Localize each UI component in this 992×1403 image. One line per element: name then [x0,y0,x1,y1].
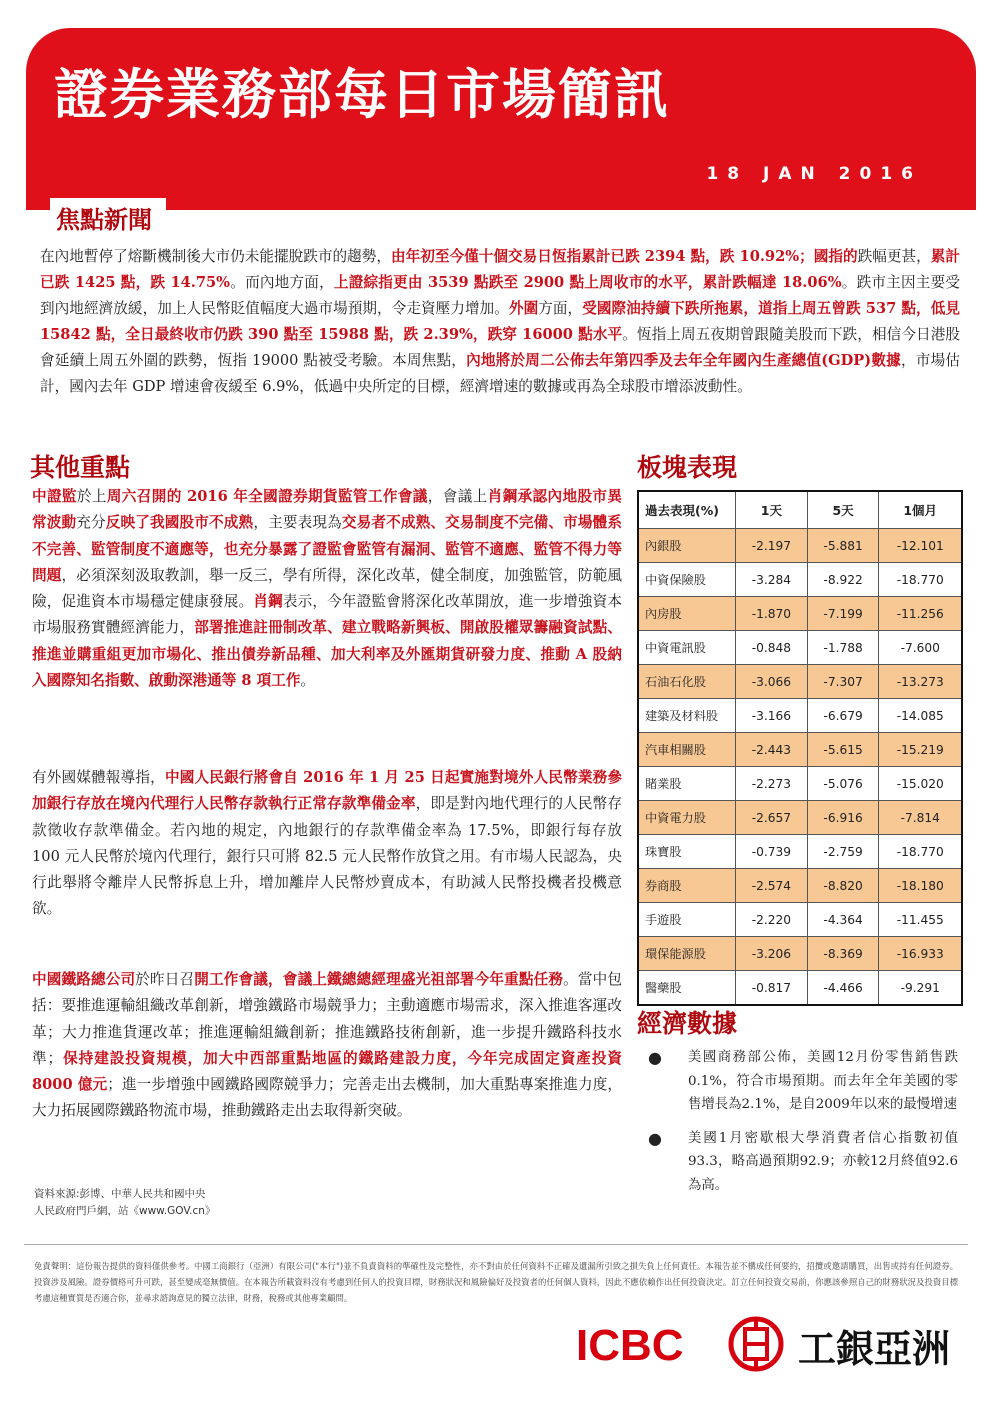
performance-cell: -4.466 [807,971,879,1006]
body-text: 方面， [538,300,583,317]
body-text: 。跌市主因主要受到內地經濟放緩，加上人民幣貶值幅度大過市場預期，令走資壓力增加。 [40,274,960,317]
highlight-paragraph-text [32,967,622,1125]
highlighted-text: 上證綜指更由 3539 點跌至 2900 點上周收市的水平，累計跌幅達 18.06% [333,274,842,291]
sector-name-cell: 手遊股 [638,903,736,937]
highlighted-text: 累計已跌 1425 點，跌 14.75% [40,248,960,291]
highlight-paragraph-1 [32,484,622,694]
sector-name-cell: 汽車相關股 [638,733,736,767]
table-row [638,937,962,971]
focus-news-title: 焦點新聞 [50,198,166,237]
performance-cell: -6.679 [807,699,879,733]
sector-name-cell: 石油石化股 [638,665,736,699]
performance-cell: -5.076 [807,767,879,801]
highlighted-text: 由年初至今僅十個交易日恆指累計已跌 2394 點，跌 10.92%；國指的 [391,248,858,265]
highlight-paragraph-3 [32,967,622,1125]
sector-name-cell: 內房股 [638,597,736,631]
table-header-cell: 過去表現(%) [638,491,736,529]
body-text: ，會議上 [427,488,488,505]
table-body [638,529,962,1006]
source-line: 人民政府門戶網，站《www.GOV.cn》 [34,1205,216,1217]
highlight-paragraph-text [32,765,622,923]
sector-name-cell: 環保能源股 [638,937,736,971]
performance-cell: -15.020 [879,767,962,801]
list-item [648,1127,958,1198]
performance-cell: -3.284 [736,563,808,597]
economy-title: 經濟數據 [637,1009,738,1038]
performance-cell: -5.615 [807,733,879,767]
performance-cell: -1.788 [807,631,879,665]
sector-name-cell: 珠寶股 [638,835,736,869]
bullet-icon: ● [648,1128,662,1148]
performance-cell: -2.220 [736,903,808,937]
divider [24,1244,968,1245]
performance-cell: -2.273 [736,767,808,801]
highlighted-text: 肖鋼承認內地股市異常波動 [32,488,622,532]
table-row [638,869,962,903]
source-line: 資料來源:彭博、中華人民共和國中央 [34,1188,206,1200]
highlighted-text: 肖鋼 [253,593,283,611]
performance-cell: -0.848 [736,631,808,665]
logo-text-cn: 工銀亞洲 [798,1327,951,1371]
table-row [638,971,962,1006]
table-header-cell: 5天 [807,491,879,529]
performance-cell: -2.759 [807,835,879,869]
report-date: 18 JAN 2016 [706,164,922,184]
performance-cell: -3.166 [736,699,808,733]
body-text: 。恆指上周五夜期曾跟隨美股而下跌，相信今日港股會延續上周五外圍的跌勢，恆指 19000 點被受考驗。本周焦點， [40,326,960,369]
highlighted-text: 周六召開的 2016 年全國證券期貨監管工作會議 [106,488,428,505]
performance-cell: -8.922 [807,563,879,597]
performance-cell: -6.916 [807,801,879,835]
body-text: 充分 [76,514,106,532]
table-row [638,597,962,631]
highlighted-text: 中國鐵路總公司 [32,971,136,988]
sector-name-cell: 券商股 [638,869,736,903]
page-title: 證券業務部每日市場簡訊 [54,63,670,126]
source-note [34,1186,215,1220]
sector-title: 板塊表現 [637,453,738,482]
performance-cell: -8.820 [807,869,879,903]
performance-cell: -2.574 [736,869,808,903]
table-header-row [638,491,962,529]
focus-news-body [40,244,960,400]
economy-item-text: 美國商務部公佈，美國12月份零售銷售跌0.1%，符合市場預期。而去年全年美國的零售增長為2.1%，是自2009年以來的最慢增速 [688,1050,958,1112]
performance-cell: -11.455 [879,903,962,937]
logo-text-en: ICBC [576,1321,684,1370]
table-row [638,835,962,869]
sector-name-cell: 建築及材料股 [638,699,736,733]
sector-name-cell: 內銀股 [638,529,736,563]
highlighted-text: 受國際油持續下跌所拖累，道指上周五曾跌 537 點，低見 15842 點，全日最終收市仍跌 390 點至 15988 點，跌 2.39%，跌穿 16000 點水平 [40,300,960,343]
table-row [638,801,962,835]
sector-name-cell: 賭業股 [638,767,736,801]
icbc-logo [576,1314,956,1374]
economy-list [648,1046,958,1207]
performance-cell: -5.881 [807,529,879,563]
table-header-cell: 1個月 [879,491,962,529]
table-row [638,767,962,801]
body-text: ，市場估計，國內去年 GDP 增速會夜緩至 6.9%，低過中央所定的目標，經濟增速的數據或再為全球股市增添波動性。 [40,352,960,395]
performance-cell: -3.066 [736,665,808,699]
sector-name-cell: 中資保險股 [638,563,736,597]
performance-cell: -7.600 [879,631,962,665]
highlighted-text: 反映了我國股市不成熟 [105,514,254,532]
economy-item-text: 美國1月密歇根大學消費者信心指數初值93.3，略高過預期92.9；亦較12月終值92.6為高。 [688,1130,958,1193]
highlighted-text: 部署推進註冊制改革、建立戰略新興板、開啟股權眾籌融資試點、推進並購重組更加市場化、推出債券新品種、加大利率及外匯期貨研發力度、推動 A 股納入國際知名指數、啟動深港通等 8 項工作 [32,619,622,690]
highlight-paragraph-2 [32,765,622,923]
highlighted-text: 中國人民銀行將會自 2016 年 1 月 25 日起實施對境外人民幣業務參加銀行存放在境內代理行人民幣存款執行正常存款準備金率 [32,769,622,813]
highlighted-text: 開工作會議，會議上鐵總總經理盛光祖部署今年重點任務 [194,971,564,988]
body-text: 於上 [76,488,107,505]
performance-cell: -18.770 [879,835,962,869]
table-row [638,631,962,665]
list-item [648,1046,958,1117]
body-text: 。 [300,672,316,690]
table-row [638,563,962,597]
highlighted-text: 內地將於周二公佈去年第四季及去年全年國內生產總值(GDP)數據 [466,352,901,369]
highlighted-text: 保持建設投資規模，加大中西部重點地區的鐵路建設力度，今年完成固定資產投資 8000 億元 [32,1049,622,1094]
highlighted-text: 外圍 [508,300,539,317]
body-text: 表示，今年證監會將深化改革開放，進一步增強資本市場服務實體經濟能力， [32,593,622,637]
body-text: ，即是對內地代理行的人民幣存款徵收存款準備金。若內地的規定，內地銀行的存款準備金率為 17.5%，即銀行每存放 100 元人民幣於境內代理行，銀行只可將 82.5 元人民幣作放貸之用。有市場人民認為，央行此舉將令離岸人民幣拆息上升，增加離岸人民幣炒賣成本，有助減人民幣投機者投機意欲。 [32,795,622,918]
header-banner [26,28,976,210]
performance-cell: -1.870 [736,597,808,631]
table-row [638,699,962,733]
performance-cell: -7.307 [807,665,879,699]
table-row [638,529,962,563]
sector-name-cell: 醫藥股 [638,971,736,1006]
performance-cell: -14.085 [879,699,962,733]
performance-cell: -18.770 [879,563,962,597]
table-row [638,733,962,767]
body-text: 於昨日召 [135,971,195,988]
body-text: 跌幅更甚， [857,248,931,265]
disclaimer-text: 免責聲明：這份報告提供的資料僅供參考。中國工商銀行（亞洲）有限公司("本行")並不負責資料的準確性及完整性，亦不對由於任何資料不正確及遺漏所引致之損失負上任何責任。本報告並不構成任何要約，招攬或邀請購買，出售或持有任何證券。投資涉及風險。證券價格可升可跌，甚至變成毫無價值。在本報告所載資料沒有考慮到任何人的投資目標，財務狀況和風險偏好及投資者的任何個人資料，因此不應依賴作出任何投資決定。訂立任何投資交易前，你應該參照自己的財務狀況及投資目標考慮這種實質是否適合你，並尋求諮詢意見的獨立法律，財務，稅務或其他專業顧問。 [34,1261,958,1303]
sector-performance-table [637,490,963,1006]
body-text: ，主要表現為 [253,514,342,532]
performance-cell: -11.256 [879,597,962,631]
bullet-icon: ● [648,1048,662,1067]
body-text: ，必須深刻汲取教訓，舉一反三，學有所得，深化改革，健全制度，加強監管，防範風險，促進資本市場穩定健康發展。 [32,566,622,611]
highlighted-text: 中證監 [32,488,77,505]
sector-name-cell: 中資電訊股 [638,631,736,665]
performance-cell: -16.933 [879,937,962,971]
performance-cell: -2.197 [736,529,808,563]
highlight-paragraph-text [32,484,622,694]
icbc-emblem-icon [731,1319,781,1369]
highlights-title: 其他重點 [30,453,131,482]
body-text: ；進一步增強中國鐵路國際競爭力；完善走出去機制，加大重點專案推進力度，大力拓展國際鐵路物流市場，推動鐵路走出去取得新突破。 [32,1076,622,1120]
table-row [638,903,962,937]
body-text: 。而內地方面， [230,274,334,291]
performance-cell: -3.206 [736,937,808,971]
table-header-cell: 1天 [736,491,808,529]
performance-cell: -8.369 [807,937,879,971]
performance-cell: -7.199 [807,597,879,631]
performance-cell: -4.364 [807,903,879,937]
performance-cell: -2.443 [736,733,808,767]
performance-cell: -18.180 [879,869,962,903]
performance-cell: -12.101 [879,529,962,563]
body-text: 在內地暫停了熔斷機制後大市仍未能擺脫跌市的趨勢， [40,248,392,265]
performance-cell: -9.291 [879,971,962,1006]
table-row [638,665,962,699]
body-text: 有外國媒體報導指， [32,769,165,786]
performance-cell: -15.219 [879,733,962,767]
sector-name-cell: 中資電力股 [638,801,736,835]
performance-cell: -13.273 [879,665,962,699]
highlighted-text: 交易者不成熟、交易制度不完備、市場體系不完善、監管制度不適應等，也充分暴露了證監會監管有漏洞、監管不適應、監管不得力等問題 [32,514,622,584]
performance-cell: -0.739 [736,835,808,869]
performance-cell: -0.817 [736,971,808,1006]
body-text: 。當中包括：要推進運輸組織改革創新，增強鐵路市場競爭力；主動適應市場需求，深入推進客運改革；大力推進貨運改革；推進運輸組織創新；推進鐵路技術創新，進一步提升鐵路科技水準； [32,971,622,1067]
performance-cell: -7.814 [879,801,962,835]
performance-cell: -2.657 [736,801,808,835]
